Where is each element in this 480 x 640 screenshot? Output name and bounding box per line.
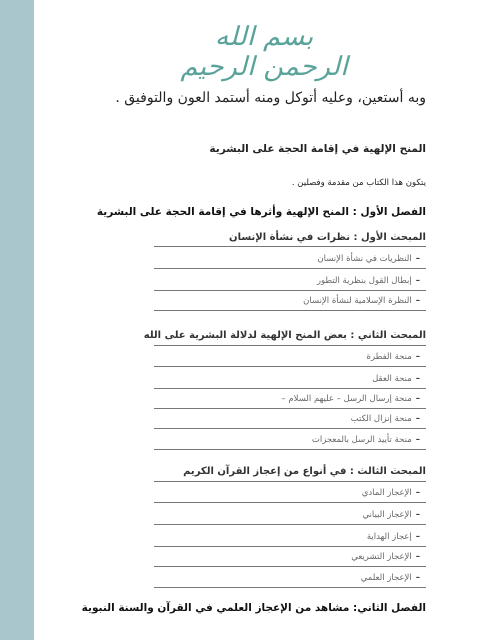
- toc-item-label: النظرة الإسلامية لنشأة الإنسان: [303, 296, 412, 306]
- section-2-title: المبحث الثاني : بعض المنح الإلهية لدلالة البشرية على الله: [143, 330, 426, 341]
- rule-line: [154, 428, 426, 429]
- chapter-2-title: الفصل الثاني: مشاهد من الإعجاز العلمي في القرآن والسنة النبوية: [81, 602, 426, 614]
- dash-marker: –: [415, 552, 420, 562]
- toc-item: [362, 510, 420, 520]
- rule-line: [154, 310, 426, 311]
- toc-item-label: الإعجاز المادي: [361, 488, 412, 498]
- toc-item: [281, 394, 420, 404]
- toc-item: [317, 276, 420, 286]
- toc-item: [372, 374, 420, 384]
- rule-line: [154, 481, 426, 482]
- side-bar: [0, 0, 34, 640]
- book-title: المنح الإلهية في إقامة الحجة على البشرية: [209, 143, 426, 155]
- rule-line: [154, 345, 426, 346]
- dash-marker: –: [415, 374, 420, 384]
- section-3-title: المبحث الثالث : في أنواع من إعجاز القرآن الكريم: [183, 466, 426, 477]
- toc-item-label: إعجاز الهداية: [366, 532, 412, 542]
- rule-line: [154, 268, 426, 269]
- toc-item: [312, 435, 420, 445]
- dash-marker: –: [415, 276, 420, 286]
- toc-item-label: إبطال القول بنظرية التطور: [316, 276, 412, 286]
- toc-item-label: الإعجاز العلمي: [360, 573, 412, 583]
- dash-marker: –: [415, 510, 420, 520]
- dash-marker: –: [415, 573, 420, 583]
- rule-line: [154, 449, 426, 450]
- dash-marker: –: [415, 414, 420, 424]
- toc-item: [361, 573, 420, 583]
- toc-item-label: منحة إرسال الرسل – عليهم السلام –: [281, 394, 412, 404]
- dash-marker: –: [415, 394, 420, 404]
- basmala-text: بسم الله الرحمن الرحيم: [180, 22, 348, 82]
- toc-item: [317, 254, 420, 264]
- toc-item: [351, 552, 420, 562]
- book-intro: يتكون هذا الكتاب من مقدمة وفصلين .: [291, 178, 426, 188]
- toc-item: [351, 414, 420, 424]
- opening-dua: وبه أستعين، وعليه أتوكل ومنه أستمد العون والتوفيق .: [115, 90, 426, 106]
- toc-item: [367, 352, 420, 362]
- basmala-calligraphy: [180, 10, 348, 82]
- toc-item-label: منحة إنزال الكتب: [350, 414, 412, 424]
- rule-line: [154, 566, 426, 567]
- dash-marker: –: [415, 488, 420, 498]
- rule-line: [154, 524, 426, 525]
- toc-item: [362, 488, 420, 498]
- toc-item-label: الإعجاز البياني: [362, 510, 412, 520]
- rule-line: [154, 388, 426, 389]
- rule-line: [154, 290, 426, 291]
- dash-marker: –: [415, 254, 420, 264]
- document-page: [34, 0, 480, 640]
- toc-item: [367, 532, 420, 542]
- dash-marker: –: [415, 435, 420, 445]
- chapter-1-title: الفصل الأول : المنح الإلهية وأثرها في إقامة الحجة على البشرية: [96, 206, 426, 218]
- toc-item: [303, 296, 420, 306]
- rule-line: [154, 546, 426, 547]
- section-1-title: المبحث الأول : نظرات في نشأة الإنسان: [229, 232, 426, 243]
- dash-marker: –: [415, 352, 420, 362]
- toc-item-label: منحة الفطرة: [366, 352, 412, 362]
- rule-line: [154, 587, 426, 588]
- dash-marker: –: [415, 296, 420, 306]
- toc-item-label: النظريات في نشأة الإنسان: [317, 254, 412, 264]
- rule-line: [154, 502, 426, 503]
- toc-item-label: منحة العقل: [372, 374, 412, 384]
- toc-item-label: منحة تأييد الرسل بالمعجزات: [311, 435, 412, 445]
- dash-marker: –: [415, 532, 420, 542]
- rule-line: [154, 366, 426, 367]
- rule-line: [154, 246, 426, 247]
- toc-item-label: الإعجاز التشريعي: [351, 552, 412, 562]
- rule-line: [154, 408, 426, 409]
